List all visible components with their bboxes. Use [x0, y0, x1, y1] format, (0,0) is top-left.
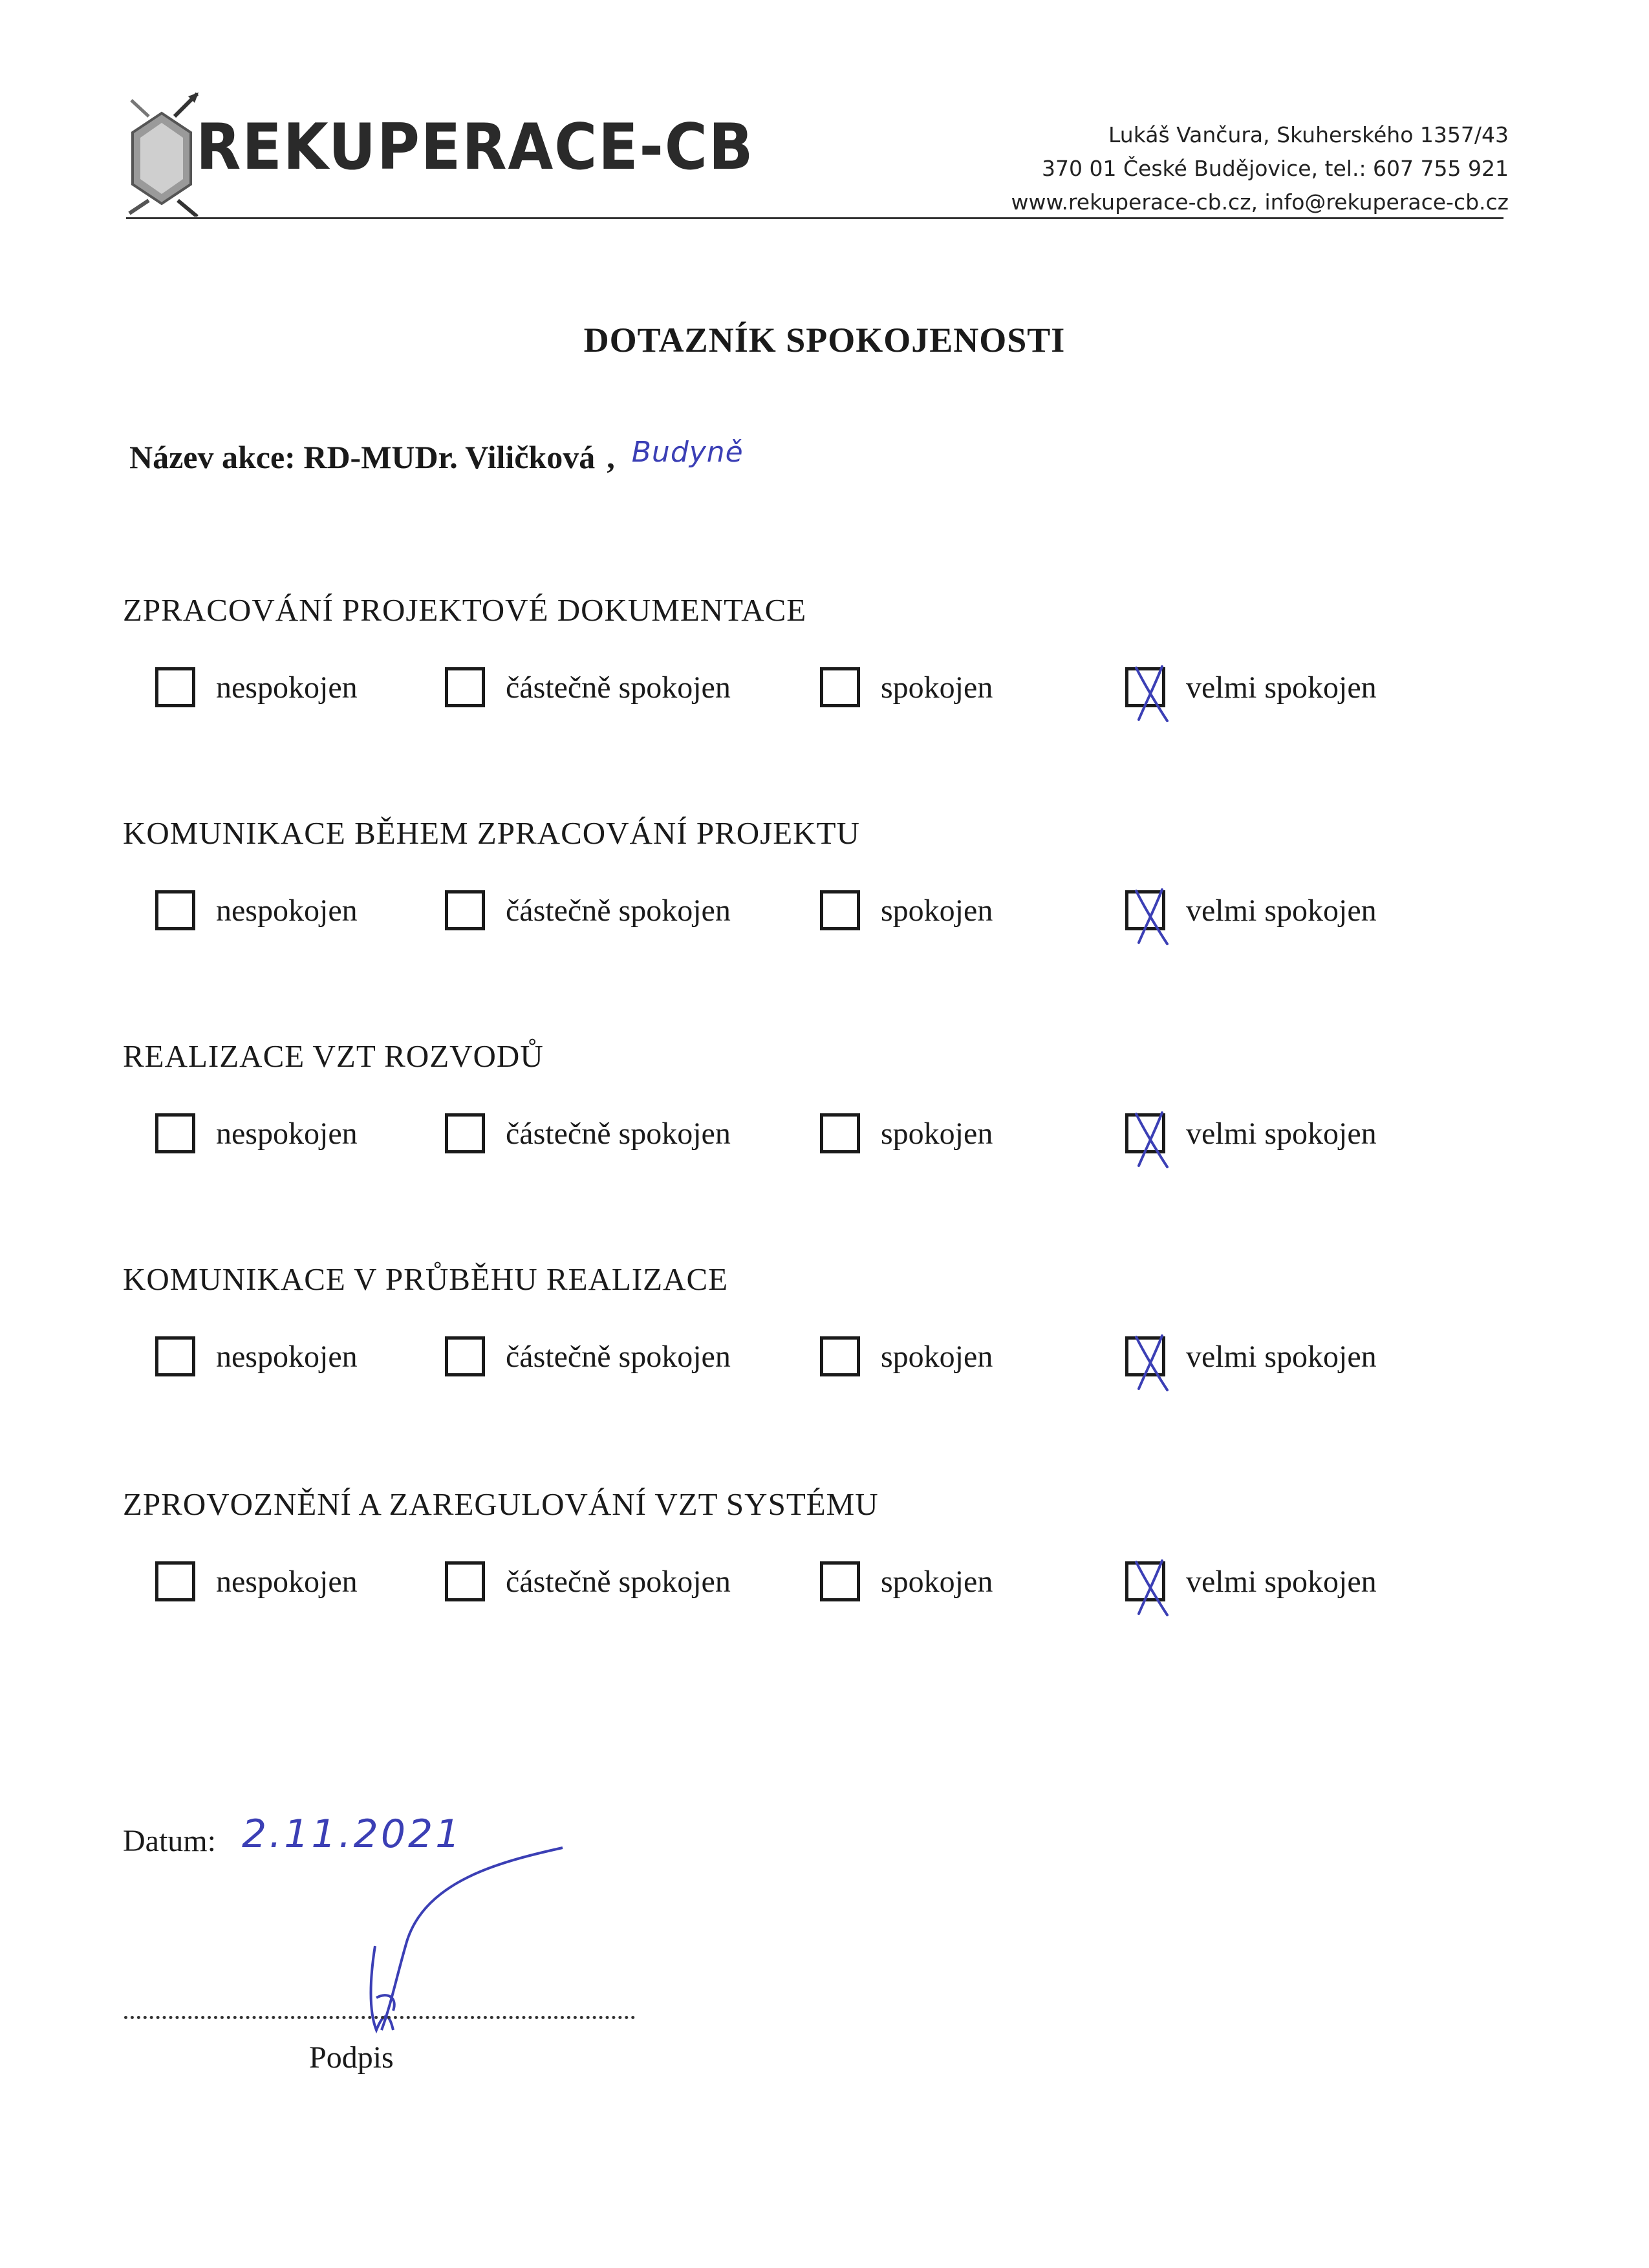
rating-option[interactable] [1125, 1107, 1377, 1159]
rating-option-label: velmi spokojen [1186, 1116, 1377, 1151]
company-line: 370 01 České Budějovice, tel.: 607 755 921 [1042, 156, 1509, 181]
rating-option-label: nespokojen [216, 670, 358, 705]
rating-options [155, 1556, 1513, 1614]
section-title: ZPROVOZNĚNÍ A ZAREGULOVÁNÍ VZT SYSTÉMU [123, 1486, 879, 1522]
rating-option[interactable] [155, 661, 358, 713]
rating-option[interactable] [445, 1331, 731, 1382]
rating-option-label: spokojen [881, 1564, 993, 1599]
date-label: Datum: [123, 1824, 216, 1858]
event-name [129, 438, 744, 476]
signature-line [124, 2016, 635, 2019]
rating-checkbox[interactable] [1125, 1561, 1165, 1601]
rating-checkbox[interactable] [1125, 667, 1165, 707]
date-value-handwritten: 2.11.2021 [241, 1812, 463, 1857]
logo-text: REKUPERACE-CB [196, 111, 755, 184]
rating-option[interactable] [820, 1556, 993, 1607]
rating-checkbox[interactable] [1125, 1113, 1165, 1153]
rating-options [155, 661, 1513, 720]
company-logo [126, 87, 755, 217]
survey-section [123, 592, 1546, 753]
rating-option[interactable] [155, 1556, 358, 1607]
signature-label: Podpis [309, 2040, 394, 2075]
rating-option[interactable] [820, 1331, 993, 1382]
rating-checkbox[interactable] [820, 1113, 860, 1153]
rating-checkbox[interactable] [445, 1113, 485, 1153]
rating-option[interactable] [155, 1107, 358, 1159]
rating-option[interactable] [155, 1331, 358, 1382]
section-title: REALIZACE VZT ROZVODŮ [123, 1038, 544, 1074]
event-comma: , [607, 439, 615, 475]
rating-checkbox[interactable] [445, 667, 485, 707]
rating-options [155, 1331, 1513, 1389]
rating-option-label: nespokojen [216, 893, 358, 928]
event-location-handwritten: Budyně [631, 436, 744, 469]
rating-option-label: částečně spokojen [506, 1339, 731, 1374]
rating-option[interactable] [820, 884, 993, 936]
rating-option-label: velmi spokojen [1186, 1339, 1377, 1374]
handwritten-x-mark-icon [1125, 1558, 1179, 1618]
rating-options [155, 884, 1513, 943]
rating-option-label: velmi spokojen [1186, 893, 1377, 928]
rating-option-label: částečně spokojen [506, 670, 731, 705]
section-title: ZPRACOVÁNÍ PROJEKTOVÉ DOKUMENTACE [123, 592, 807, 628]
rating-option[interactable] [445, 884, 731, 936]
rating-checkbox[interactable] [445, 890, 485, 930]
rating-checkbox[interactable] [1125, 890, 1165, 930]
rating-checkbox[interactable] [445, 1561, 485, 1601]
rating-option-label: částečně spokojen [506, 893, 731, 928]
rating-checkbox[interactable] [155, 1561, 195, 1601]
rating-option[interactable] [820, 661, 993, 713]
survey-section [123, 1261, 1546, 1422]
handwritten-x-mark-icon [1125, 1110, 1179, 1170]
rating-option[interactable] [1125, 884, 1377, 936]
rating-checkbox[interactable] [820, 890, 860, 930]
section-title: KOMUNIKACE BĚHEM ZPRACOVÁNÍ PROJEKTU [123, 815, 860, 851]
rating-option[interactable] [1125, 1331, 1377, 1382]
logo-arrows-icon [126, 87, 204, 217]
rating-option-label: nespokojen [216, 1564, 358, 1599]
rating-option[interactable] [155, 884, 358, 936]
rating-checkbox[interactable] [155, 1336, 195, 1376]
rating-checkbox[interactable] [445, 1336, 485, 1376]
company-line: Lukáš Vančura, Skuherského 1357/43 [1108, 122, 1509, 147]
rating-checkbox[interactable] [155, 1113, 195, 1153]
survey-section [123, 1038, 1546, 1199]
handwritten-x-mark-icon [1125, 664, 1179, 723]
rating-option-label: spokojen [881, 1116, 993, 1151]
rating-option-label: nespokojen [216, 1339, 358, 1374]
rating-checkbox[interactable] [155, 667, 195, 707]
rating-option[interactable] [1125, 1556, 1377, 1607]
signature-drawing [336, 1836, 595, 2043]
rating-options [155, 1107, 1513, 1166]
rating-option[interactable] [820, 1107, 993, 1159]
rating-checkbox[interactable] [820, 1561, 860, 1601]
rating-option[interactable] [1125, 661, 1377, 713]
company-address [991, 118, 1509, 219]
document-title: DOTAZNÍK SPOKOJENOSTI [583, 321, 1066, 359]
rating-checkbox[interactable] [820, 1336, 860, 1376]
header-divider [126, 217, 1503, 219]
rating-option-label: spokojen [881, 670, 993, 705]
handwritten-x-mark-icon [1125, 887, 1179, 947]
handwritten-x-mark-icon [1125, 1333, 1179, 1393]
rating-option[interactable] [445, 1556, 731, 1607]
rating-option-label: částečně spokojen [506, 1116, 731, 1151]
rating-option-label: velmi spokojen [1186, 1564, 1377, 1599]
survey-section [123, 815, 1546, 976]
rating-option-label: spokojen [881, 1339, 993, 1374]
rating-option-label: velmi spokojen [1186, 670, 1377, 705]
rating-option-label: spokojen [881, 893, 993, 928]
company-line: www.rekuperace-cb.cz, info@rekuperace-cb.cz [1011, 189, 1509, 215]
rating-option-label: nespokojen [216, 1116, 358, 1151]
rating-checkbox[interactable] [1125, 1336, 1165, 1376]
rating-option-label: částečně spokojen [506, 1564, 731, 1599]
section-title: KOMUNIKACE V PRŮBĚHU REALIZACE [123, 1261, 729, 1297]
rating-checkbox[interactable] [155, 890, 195, 930]
rating-option[interactable] [445, 661, 731, 713]
survey-section [123, 1486, 1546, 1647]
event-label: Název akce: RD-MUDr. Viličková [129, 439, 596, 475]
rating-checkbox[interactable] [820, 667, 860, 707]
rating-option[interactable] [445, 1107, 731, 1159]
